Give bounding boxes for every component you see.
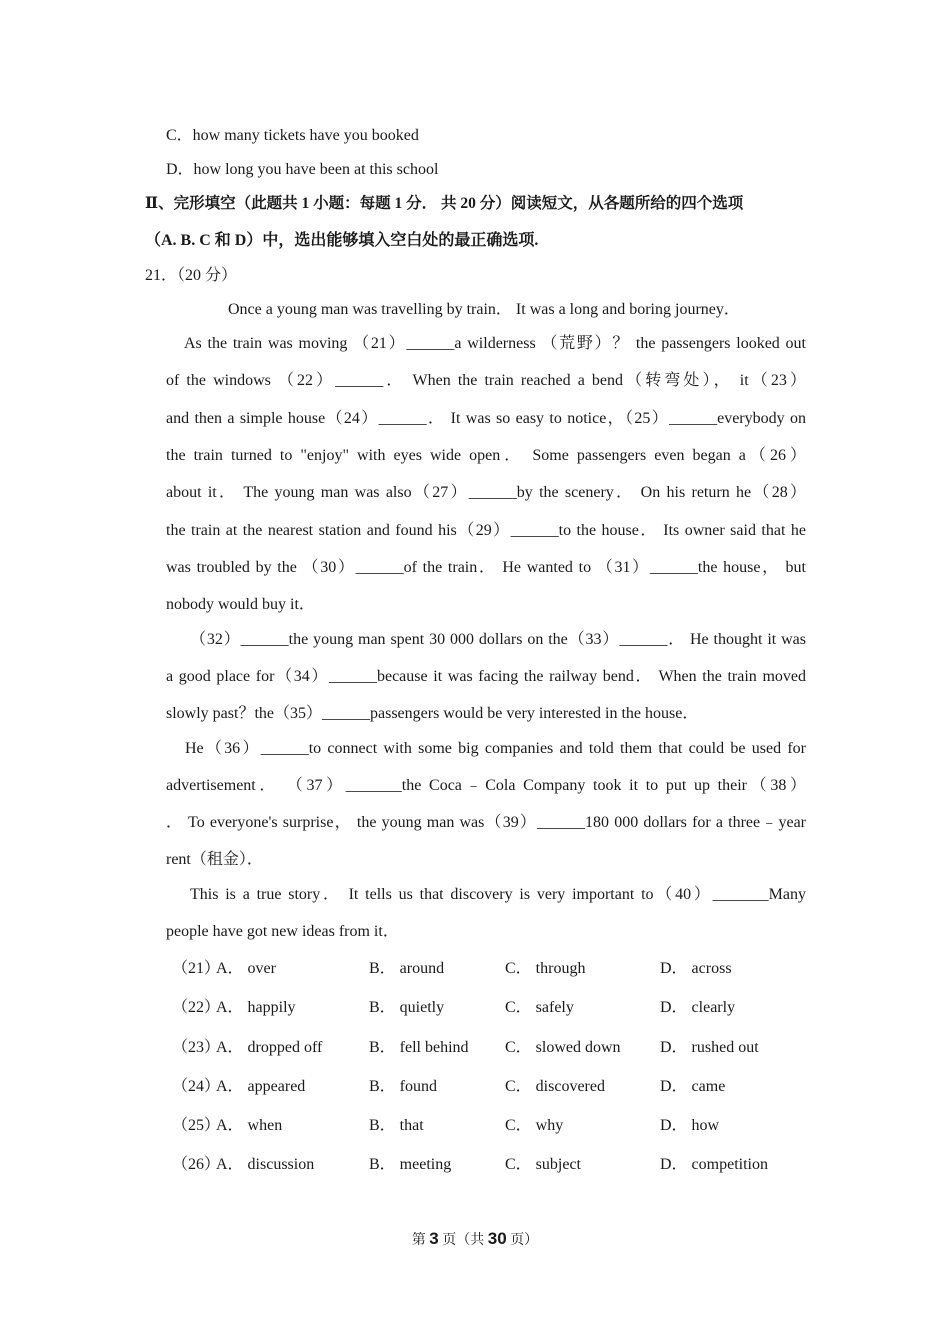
passage-p3-line: advertisement． （37）_______the Coca﹣Cola Company took it to put up their（38） [166, 777, 806, 794]
footer-suffix: 页） [510, 1233, 539, 1248]
passage-p1-line: and then a simple house（24）______． It was so easy to notice，（25）______everybody on [166, 410, 806, 427]
option-number: （23） [172, 1039, 221, 1056]
option-c[interactable]: C． subject [505, 1156, 581, 1173]
passage-p4-line: people have got new ideas from it． [166, 923, 399, 940]
passage-p1-line: of the windows （22）______． When the train reached a bend（转弯处）， it（23） [166, 372, 806, 389]
option-b[interactable]: B． around [369, 960, 445, 977]
passage-intro: Once a young man was travelling by train． It was a long and boring journey． [228, 301, 740, 318]
passage-p1-line: was troubled by the （30）______of the train． He wanted to （31）______the house， but [166, 559, 806, 576]
page-footer [0, 1229, 950, 1249]
option-a[interactable]: A． when [216, 1117, 283, 1134]
option-b[interactable]: B． fell behind [369, 1039, 469, 1056]
passage-p2-line: （32）______the young man spent 30 000 dollars on the（33）______． He thought it was [190, 631, 806, 648]
option-d[interactable]: D． came [660, 1078, 726, 1095]
option-d[interactable]: D． across [660, 960, 732, 977]
passage-p1-line: the train at the nearest station and found his（29）______to the house． Its owner said that he [166, 522, 806, 539]
footer-prefix: 第 [411, 1233, 426, 1248]
passage-p4-line: This is a true story． It tells us that discovery is very important to（40）_______Many [190, 886, 806, 903]
section-heading-line1: Ⅱ、完形填空（此题共 1 小题：每题 1 分． 共 20 分）阅读短文，从各题所给的四个选项 [145, 195, 744, 212]
current-page-number: 3 [429, 1229, 439, 1248]
option-d[interactable]: D． competition [660, 1156, 768, 1173]
passage-p1-line: As the train was moving （21）______a wilderness （荒野）？ the passengers looked out [184, 335, 806, 352]
question-label: 21．（20 分） [145, 267, 238, 284]
option-d[interactable]: D． rushed out [660, 1039, 759, 1056]
option-c[interactable]: C． through [505, 960, 586, 977]
option-b[interactable]: B． that [369, 1117, 424, 1134]
option-d[interactable]: D． how [660, 1117, 720, 1134]
option-a[interactable]: A． discussion [216, 1156, 315, 1173]
passage-p3-line: ． To everyone's surprise， the young man was（39）______180 000 dollars for a three﹣year [166, 814, 806, 831]
option-number: （21） [172, 960, 221, 977]
total-page-count: 30 [487, 1229, 507, 1248]
option-d[interactable]: D． clearly [660, 999, 736, 1016]
option-c[interactable]: C． discovered [505, 1078, 605, 1095]
option-c[interactable]: C． slowed down [505, 1039, 621, 1056]
option-number: （22） [172, 999, 221, 1016]
passage-p2-line: slowly past？the（35）______passengers would be very interested in the house． [166, 705, 699, 722]
passage-p1-line: the train turned to "enjoy" with eyes wide open． Some passengers even began a（26） [166, 447, 806, 464]
option-b[interactable]: B． found [369, 1078, 438, 1095]
prev-option-d: D．how long you have been at this school [166, 161, 439, 178]
passage-p1-line: nobody would buy it． [166, 596, 315, 613]
prev-option-c: C．how many tickets have you booked [166, 127, 419, 144]
passage-p1-line: about it． The young man was also（27）______by the scenery． On his return he（28） [166, 484, 806, 501]
passage-p2-line: a good place for（34）______because it was facing the railway bend． When the train moved [166, 668, 806, 685]
option-c[interactable]: C． why [505, 1117, 564, 1134]
option-a[interactable]: A． over [216, 960, 276, 977]
option-number: （24） [172, 1078, 221, 1095]
option-c[interactable]: C． safely [505, 999, 574, 1016]
option-b[interactable]: B． meeting [369, 1156, 452, 1173]
option-a[interactable]: A． dropped off [216, 1039, 323, 1056]
option-number: （25） [172, 1117, 221, 1134]
option-b[interactable]: B． quietly [369, 999, 445, 1016]
footer-middle: 页（共 [442, 1233, 485, 1248]
passage-p3-line: rent（租金）． [166, 851, 263, 868]
section-heading-line2: （A. B. C 和 D）中，选出能够填入空白处的最正确选项. [145, 232, 539, 249]
option-a[interactable]: A． appeared [216, 1078, 306, 1095]
option-a[interactable]: A． happily [216, 999, 296, 1016]
option-number: （26） [172, 1156, 221, 1173]
passage-p3-line: He（36）______to connect with some big companies and told them that could be used for [185, 740, 806, 757]
